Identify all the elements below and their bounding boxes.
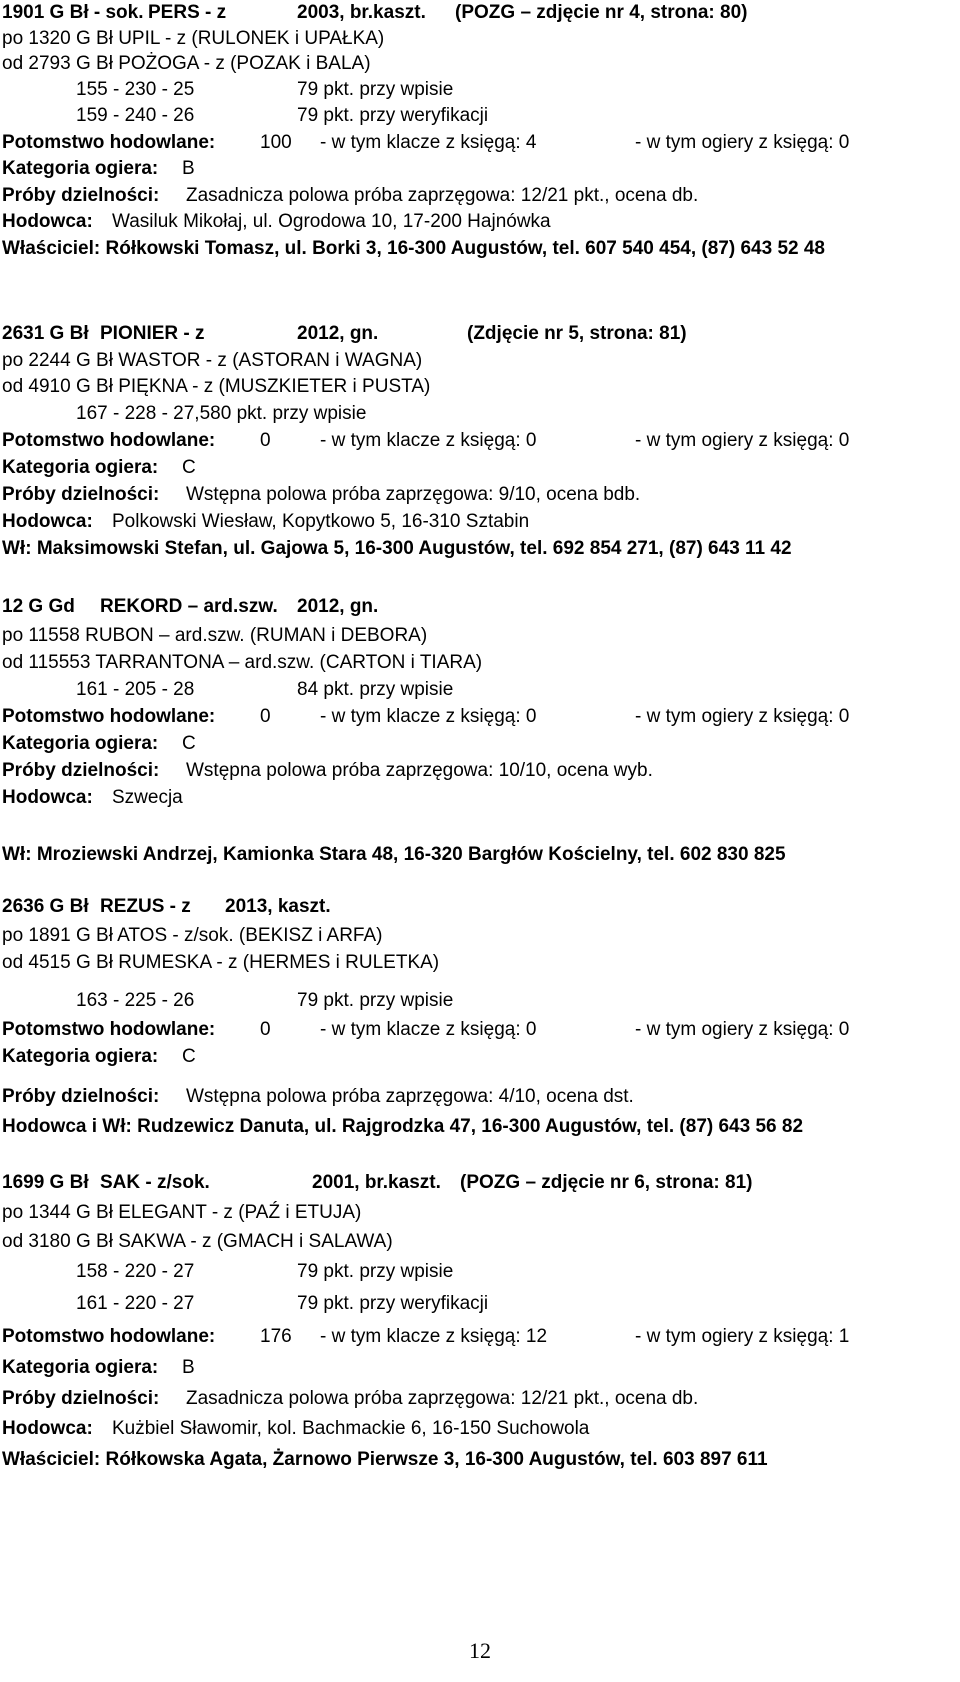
entry-id: 1901 G Bł - sok. [2,2,144,23]
measure-points: 79 pkt. przy weryfikacji [297,105,489,126]
trials-value: Wstępna polowa próba zaprzęgowa: 10/10, ocena wyb. [186,760,653,781]
offspring-total: 0 [260,1019,271,1040]
breeder-value: Polkowski Wiesław, Kopytkowo 5, 16-310 Sztabin [112,511,530,532]
entry-year: 2012, gn. [297,323,379,344]
offspring-mares: - w tym klacze z księgą: 12 [320,1326,548,1347]
breeder-value: Kużbiel Sławomir, kol. Bachmackie 6, 16-150 Suchowola [112,1418,590,1439]
entry-name: SAK - z/sok. [100,1172,210,1193]
category-label: Kategoria ogiera: [2,158,159,179]
measure-values: 155 - 230 - 25 [76,79,195,100]
owner-line: Hodowca i Wł: Rudzewicz Danuta, ul. Rajgrodzka 47, 16-300 Augustów, tel. (87) 643 56 82 [2,1116,804,1137]
category-value: C [182,457,196,478]
measure-points: 79 pkt. przy wpisie [297,79,454,100]
owner-line: Właściciel: Rółkowski Tomasz, ul. Borki 3, 16-300 Augustów, tel. 607 540 454, (87) 643 52 48 [2,238,825,259]
offspring-mares: - w tym klacze z księgą: 4 [320,132,537,153]
offspring-stallions: - w tym ogiery z księgą: 0 [635,430,850,451]
trials-label: Próby dzielności: [2,1086,160,1107]
trials-value: Zasadnicza polowa próba zaprzęgowa: 12/21 pkt., ocena db. [186,1388,699,1409]
offspring-total: 100 [260,132,292,153]
trials-value: Wstępna polowa próba zaprzęgowa: 9/10, ocena bdb. [186,484,641,505]
offspring-total: 176 [260,1326,292,1347]
breeder-label: Hodowca: [2,1418,93,1439]
offspring-stallions: - w tym ogiery z księgą: 1 [635,1326,850,1347]
breeder-label: Hodowca: [2,787,93,808]
entry-id: 2636 G Bł [2,896,89,917]
category-value: C [182,733,196,754]
trials-label: Próby dzielności: [2,1388,160,1409]
offspring-total: 0 [260,430,271,451]
entry-id: 1699 G Bł [2,1172,89,1193]
dam-line: od 4910 G Bł PIĘKNA - z (MUSZKIETER i PUSTA) [2,376,431,397]
measure-points: 84 pkt. przy wpisie [297,679,454,700]
offspring-stallions: - w tym ogiery z księgą: 0 [635,706,850,727]
entry-photo-ref: (POZG – zdjęcie nr 6, strona: 81) [460,1172,753,1193]
breeder-value: Szwecja [112,787,183,808]
entry-photo-ref: (Zdjęcie nr 5, strona: 81) [467,323,687,344]
offspring-label: Potomstwo hodowlane: [2,430,216,451]
category-value: C [182,1046,196,1067]
page-number: 12 [469,1638,491,1663]
entry-year: 2003, br.kaszt. [297,2,426,23]
category-label: Kategoria ogiera: [2,457,159,478]
measure-points: 79 pkt. przy wpisie [297,1261,454,1282]
entry-id: 12 G Gd [2,596,75,617]
trials-label: Próby dzielności: [2,185,160,206]
sire-line: po 1344 G Bł ELEGANT - z (PAŹ i ETUJA) [2,1202,362,1223]
owner-line: Wł: Mroziewski Andrzej, Kamionka Stara 48, 16-320 Bargłów Kościelny, tel. 602 830 825 [2,844,786,865]
dam-line: od 2793 G Bł POŻOGA - z (POZAK i BALA) [2,53,371,74]
category-label: Kategoria ogiera: [2,1357,159,1378]
measure-values: 163 - 225 - 26 [76,990,195,1011]
dam-line: od 4515 G Bł RUMESKA - z (HERMES i RULETKA) [2,952,440,973]
offspring-label: Potomstwo hodowlane: [2,1019,216,1040]
offspring-stallions: - w tym ogiery z księgą: 0 [635,1019,850,1040]
entry-year: 2013, kaszt. [225,896,331,917]
owner-line: Wł: Maksimowski Stefan, ul. Gajowa 5, 16-300 Augustów, tel. 692 854 271, (87) 643 11 42 [2,538,792,559]
measure-values: 161 - 205 - 28 [76,679,195,700]
offspring-label: Potomstwo hodowlane: [2,132,216,153]
dam-line: od 115553 TARRANTONA – ard.szw. (CARTON i TIARA) [2,652,483,673]
trials-label: Próby dzielności: [2,760,160,781]
measure-values: 158 - 220 - 27 [76,1261,195,1282]
entry-year: 2001, br.kaszt. [312,1172,441,1193]
category-label: Kategoria ogiera: [2,1046,159,1067]
breeder-label: Hodowca: [2,211,93,232]
category-value: B [182,158,195,179]
offspring-label: Potomstwo hodowlane: [2,1326,216,1347]
dam-line: od 3180 G Bł SAKWA - z (GMACH i SALAWA) [2,1231,393,1252]
entry-name: PIONIER - z [100,323,205,344]
sire-line: po 1891 G Bł ATOS - z/sok. (BEKISZ i ARFA) [2,925,383,946]
sire-line: po 2244 G Bł WASTOR - z (ASTORAN i WAGNA) [2,350,423,371]
offspring-mares: - w tym klacze z księgą: 0 [320,706,537,727]
breeder-label: Hodowca: [2,511,93,532]
breeder-value: Wasiluk Mikołaj, ul. Ogrodowa 10, 17-200 Hajnówka [112,211,551,232]
entry-photo-ref: (POZG – zdjęcie nr 4, strona: 80) [455,2,748,23]
offspring-mares: - w tym klacze z księgą: 0 [320,430,537,451]
entry-year: 2012, gn. [297,596,379,617]
entry-name: REKORD – ard.szw. [100,596,278,617]
entry-name: REZUS - z [100,896,191,917]
trials-label: Próby dzielności: [2,484,160,505]
sire-line: po 1320 G Bł UPIL - z (RULONEK i UPAŁKA) [2,28,385,49]
measure-points: 79 pkt. przy wpisie [297,990,454,1011]
category-value: B [182,1357,195,1378]
entry-name: PERS - z [148,2,227,23]
offspring-stallions: - w tym ogiery z księgą: 0 [635,132,850,153]
trials-value: Zasadnicza polowa próba zaprzęgowa: 12/21 pkt., ocena db. [186,185,699,206]
measure-values: 159 - 240 - 26 [76,105,195,126]
sire-line: po 11558 RUBON – ard.szw. (RUMAN i DEBORA) [2,625,428,646]
trials-value: Wstępna polowa próba zaprzęgowa: 4/10, ocena dst. [186,1086,634,1107]
measure-values: 167 - 228 - 27,580 pkt. przy wpisie [76,403,367,424]
category-label: Kategoria ogiera: [2,733,159,754]
entry-id: 2631 G Bł [2,323,89,344]
offspring-total: 0 [260,706,271,727]
measure-points: 79 pkt. przy weryfikacji [297,1293,489,1314]
owner-line: Właściciel: Rółkowska Agata, Żarnowo Pierwsze 3, 16-300 Augustów, tel. 603 897 611 [2,1449,768,1470]
offspring-label: Potomstwo hodowlane: [2,706,216,727]
measure-values: 161 - 220 - 27 [76,1293,195,1314]
offspring-mares: - w tym klacze z księgą: 0 [320,1019,537,1040]
